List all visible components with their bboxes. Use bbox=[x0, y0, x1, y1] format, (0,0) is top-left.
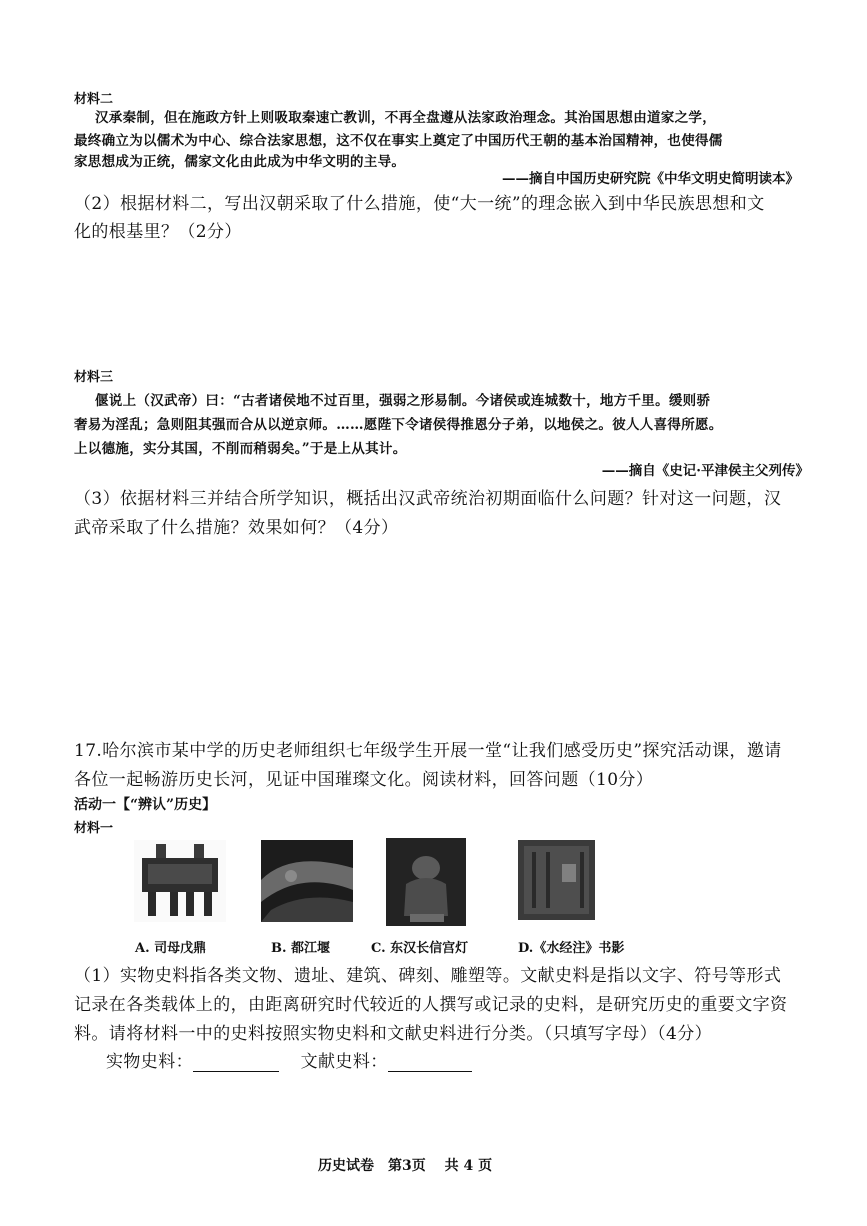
material2-source: ——摘自中国历史研究院《中华文明史简明读本》 bbox=[502, 171, 799, 187]
question17-line-2: 各位一起畅游历史长河，见证中国璀璨文化。阅读材料，回答问题（10分） bbox=[74, 770, 654, 790]
document-source-blank[interactable] bbox=[388, 1055, 472, 1072]
question3-line-1: （3）依据材料三并结合所学知识，概括出汉武帝统治初期面临什么问题？针对这一问题，汉 bbox=[74, 489, 782, 509]
question3-line-2: 武帝采取了什么措施？效果如何？（4分） bbox=[74, 518, 399, 538]
material3-line-2: 奢易为淫乱；急则阻其强而合从以逆京师。……愿陛下令诸侯得推恩分子弟，以地侯之。彼人人喜得所愿。 bbox=[74, 417, 723, 433]
question2-line-2: 化的根基里？（2分） bbox=[74, 222, 242, 242]
physical-source-label: 实物史料： bbox=[106, 1052, 193, 1072]
activity1-heading: 活动一【“辨认”历史】 bbox=[74, 797, 217, 813]
caption-a: A. 司母戊鼎 bbox=[135, 941, 207, 956]
question2-line-1: （2）根据材料二，写出汉朝采取了什么措施，使“大一统”的理念嵌入到中华民族思想和文 bbox=[74, 194, 765, 214]
material2-line-1: 汉承秦制，但在施政方针上则吸取秦速亡教训，不再全盘遵从法家政治理念。其治国思想由道家之学， bbox=[95, 110, 716, 126]
page-footer: 历史试卷 第3页 共 4 页 bbox=[318, 1158, 493, 1174]
material2-label: 材料二 bbox=[74, 92, 114, 107]
material3-line-1: 偃说上（汉武帝）曰：“古者诸侯地不过百里，强弱之形易制。今诸侯或连城数十，地方千里。缓则骄 bbox=[95, 393, 711, 409]
dujiangyan-photo bbox=[261, 840, 353, 922]
sub1-line-1: （1）实物史料指各类文物、遗址、建筑、碑刻、雕塑等。文献史料是指以文字、符号等形式 bbox=[74, 966, 782, 986]
question17-line-1: 17.哈尔滨市某中学的历史老师组织七年级学生开展一堂“让我们感受历史”探究活动课，邀请 bbox=[74, 741, 782, 761]
material1-label: 材料一 bbox=[74, 821, 114, 836]
document-source-label: 文献史料： bbox=[300, 1052, 388, 1072]
material3-line-3: 上以德施，实分其国，不削而稍弱矣。”于是上从其计。 bbox=[74, 441, 407, 457]
physical-source-blank[interactable] bbox=[193, 1055, 279, 1072]
material3-label: 材料三 bbox=[74, 370, 114, 385]
answer-row bbox=[106, 1047, 472, 1072]
caption-d: D.《水经注》书影 bbox=[518, 941, 625, 956]
sub1-line-3: 料。请将材料一中的史料按照实物史料和文献史料进行分类。（只填写字母）（4分） bbox=[74, 1024, 713, 1044]
book-page-photo bbox=[518, 840, 595, 920]
bronze-ding-photo bbox=[134, 840, 226, 922]
material3-source: ——摘自《史记·平津侯主父列传》 bbox=[601, 463, 809, 479]
material2-line-3: 家思想成为正统，儒家文化由此成为中华文明的主导。 bbox=[74, 154, 406, 170]
material2-line-2: 最终确立为以儒术为中心、综合法家思想，这不仅在事实上奠定了中国历代王朝的基本治国精神，也使得儒 bbox=[74, 133, 723, 149]
caption-b: B. 都江堰 bbox=[271, 941, 331, 956]
palace-lamp-photo bbox=[386, 838, 466, 926]
sub1-line-2: 记录在各类载体上的，由距离研究时代较近的人撰写或记录的史料，是研究历史的重要文字资 bbox=[74, 995, 788, 1015]
caption-c: C. 东汉长信宫灯 bbox=[371, 941, 469, 956]
